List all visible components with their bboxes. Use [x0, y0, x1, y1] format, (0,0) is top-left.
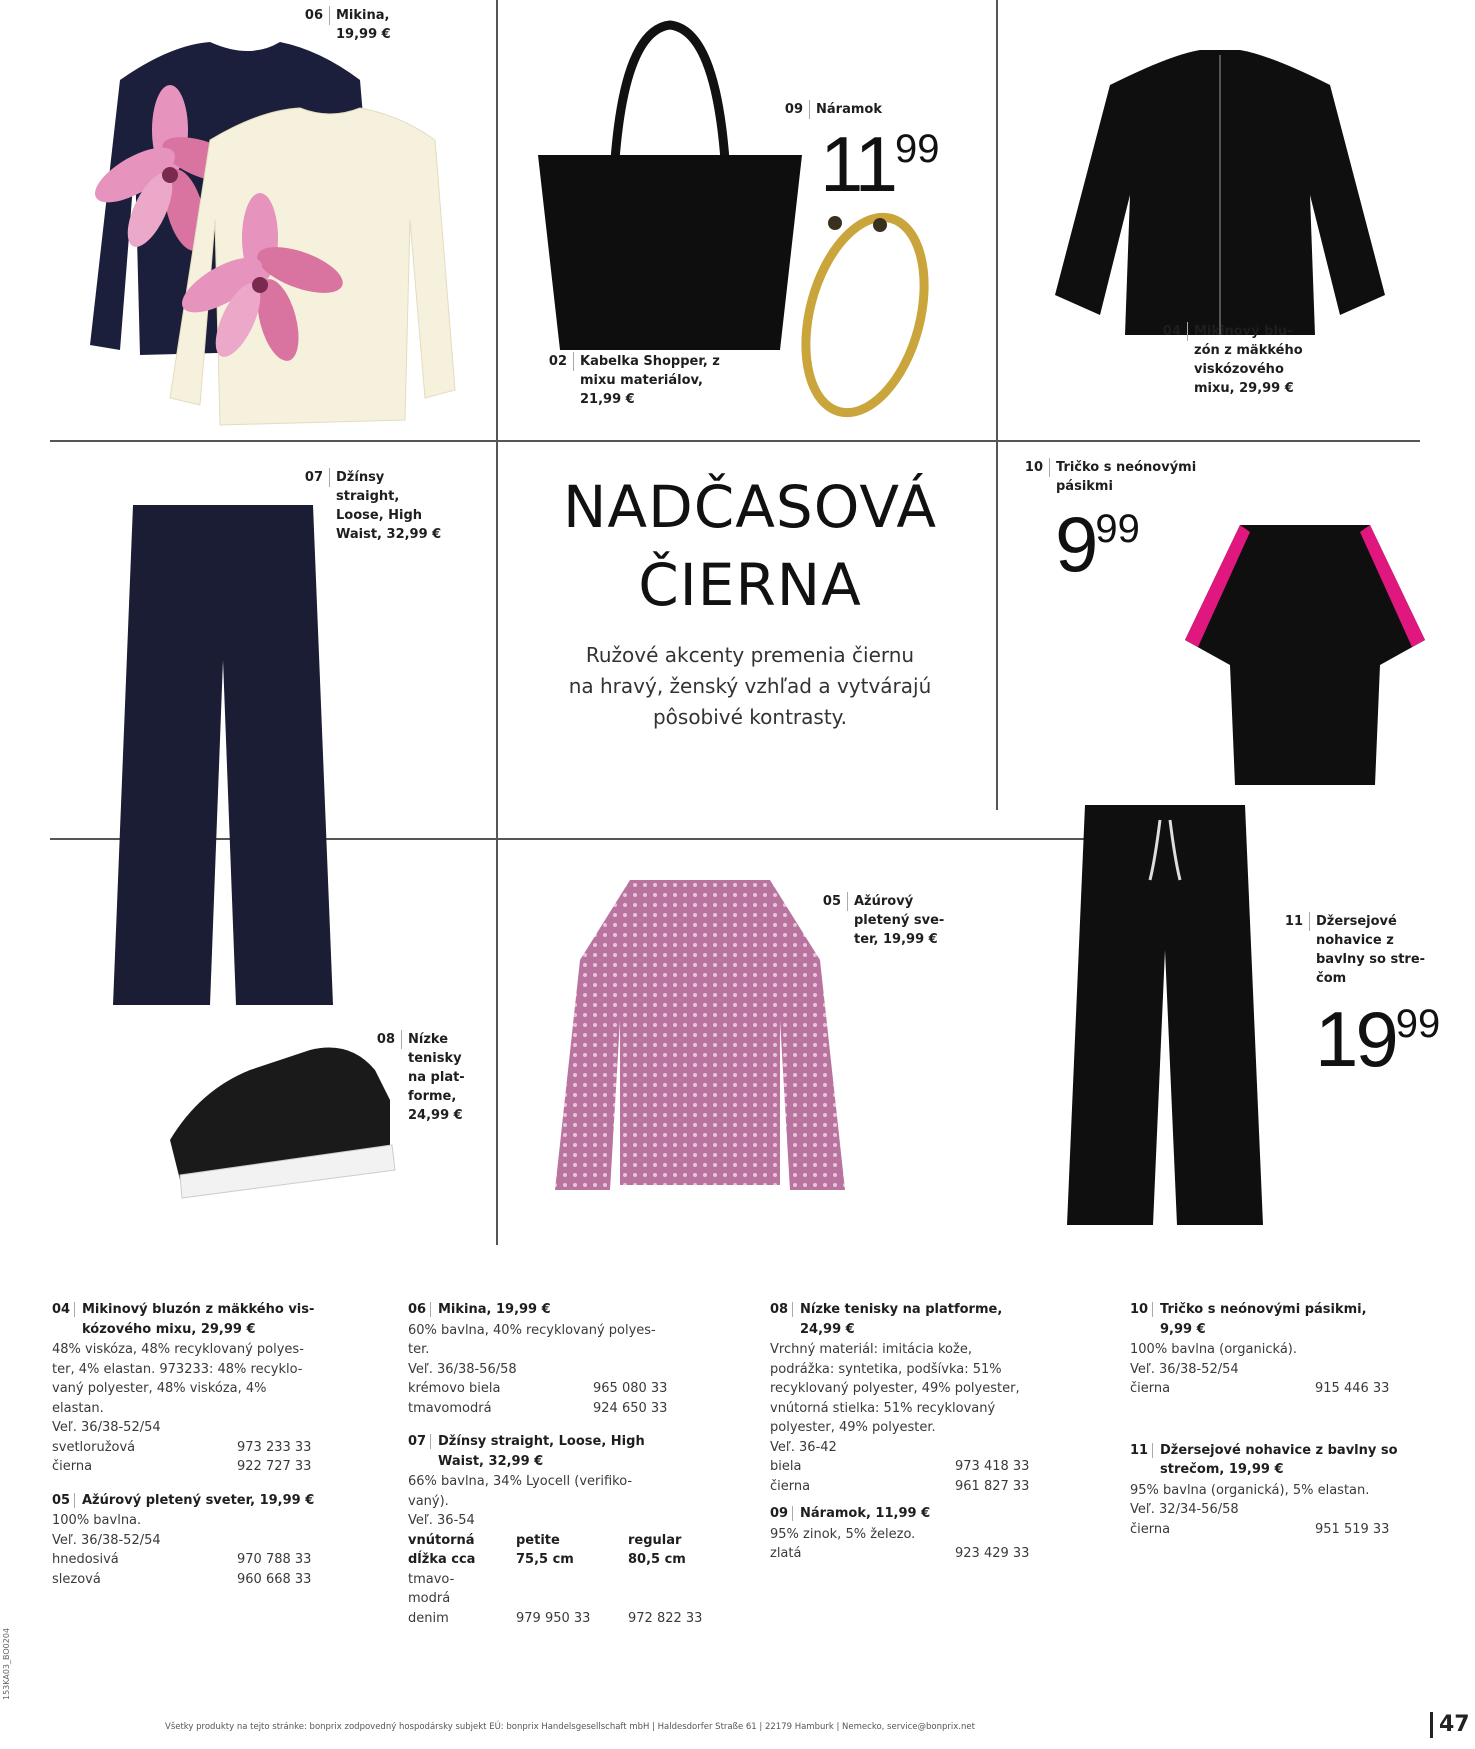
- product-composition: 48% viskóza, 48% recyklovaný polyes- ter, 4% elastan. 973233: 48% recyklo- vaný polyester, 48% viskóza, 4% elastan.: [52, 1342, 304, 1416]
- variant-row: hnedosivá 970 788 33: [52, 1552, 312, 1567]
- grid-divider-horizontal-top: [50, 440, 1420, 442]
- variant-row: krémovo biela 965 080 33: [408, 1381, 668, 1396]
- product-detail-10: 10 Tričko s neónovými pásikmi, 9,99 € 100% bavlna (organická). Veľ. 36/38-52/54 čierna 915 446 33 11 Džersejové nohavice z bavlny so strečom, 19,99 € 95% bavlna (organická), 5% elastan. Veľ. 32/34-56/58 čierna 951 519 33: [1130, 1300, 1460, 1539]
- variant-row: zlatá 923 429 33: [770, 1546, 1030, 1561]
- image-label-11: 11 Džersejové nohavice z bavlny so stre- čom: [1270, 912, 1425, 988]
- variant-row: čierna 922 727 33: [52, 1459, 312, 1474]
- product-detail-06: 06 Mikina, 19,99 € 60% bavlna, 40% recyklovaný polyes- ter. Veľ. 36/38-56/58 krémovo biela 965 080 33 tmavomodrá 924 650 33 07 Džínsy straight, Loose, High Waist, 32,99 € 66% bavlna, 34% Lyocell (verifiko- vaný). Veľ. 36-54 vnútorná dĺžka cca petite 75,5 cm regular 80,5 cm tmavo- modrá denim 979 950 33 972 822 33: [408, 1300, 728, 1628]
- product-image-cardigan[interactable]: [550, 870, 850, 1200]
- price-10: 999: [1055, 500, 1140, 588]
- price-09: 1199: [820, 120, 940, 208]
- image-label-07: 07 Džínsy straight, Loose, High Waist, 32,99 €: [290, 468, 441, 544]
- image-label-05: 05 Ažúrový pletený sve- ter, 19,99 €: [808, 892, 944, 949]
- inseam-length-table: vnútorná dĺžka cca petite 75,5 cm regular 80,5 cm tmavo- modrá denim 979 950 33 972 822 33: [408, 1532, 703, 1626]
- variant-row: čierna 961 827 33: [770, 1478, 1030, 1494]
- product-detail-04: 04 Mikinový bluzón z mäkkého vis- kózového mixu, 29,99 € 48% viskóza, 48% recyklovaný polyes- ter, 4% elastan. 973233: 48% recyklo- vaný polyester, 48% viskóza, 4% elastan. Veľ. 36/38-52/54 svetloružová 973 233 33 čierna 922 727 33 05 Ažúrový pletený sveter, 19,99 € 100% bavlna. Veľ. 36/38-52/54 hnedosivá 970 788 33 slezová 960 668 33: [52, 1300, 372, 1589]
- page-subtitle: Ružové akcenty premenia čiernu na hravý, ženský vzhľad a vytvárajú pôsobivé kontrasty.: [568, 643, 932, 729]
- product-image-jeans[interactable]: [108, 500, 338, 1010]
- page-headline: NADČASOVÁ ČIERNA: [563, 473, 937, 619]
- product-image-shopper-bag[interactable]: [530, 20, 810, 360]
- variant-row: čierna 951 519 33: [1130, 1521, 1390, 1537]
- product-detail-07: 07 Džínsy straight, Loose, High Waist, 32,99 € 66% bavlna, 34% Lyocell (verifiko- vaný). Veľ. 36-54 vnútorná dĺžka cca petite 75,5 cm regular 80,5 cm tmavo- modrá denim 979 950 33 972 822 33: [408, 1432, 728, 1628]
- side-code: 153KA03_BO0204: [2, 1627, 11, 1700]
- product-detail-09: 09 Náramok, 11,99 € 95% zinok, 5% železo. zlatá 923 429 33: [770, 1504, 1090, 1564]
- product-detail-11: 11 Džersejové nohavice z bavlny so strečom, 19,99 € 95% bavlna (organická), 5% elastan. Veľ. 32/34-56/58 čierna 951 519 33: [1130, 1441, 1460, 1540]
- image-label-06: 06 Mikina, 19,99 €: [290, 6, 391, 44]
- variant-row: svetloružová 973 233 33: [52, 1439, 312, 1455]
- product-image-tshirt[interactable]: [1180, 520, 1430, 790]
- product-detail-08: 08 Nízke tenisky na platforme, 24,99 € Vrchný materiál: imitácia kože, podrážka: syntetika, podšívka: 51% recyklovaný polyester, 49% polyester, vnútorná stielka: 51% recyklovaný polyester, 49% polyester. Veľ. 36-42 biela 973 418 33 čierna 961 827 33 09 Náramok, 11,99 € 95% zinok, 5% železo. zlatá 923 429 33: [770, 1300, 1090, 1564]
- grid-divider-vertical-right: [996, 0, 998, 810]
- grid-divider-vertical-left: [496, 0, 498, 1245]
- product-image-sweatshirts[interactable]: [80, 20, 460, 430]
- product-image-bracelet[interactable]: [790, 205, 940, 425]
- variant-row: tmavomodrá 924 650 33: [408, 1400, 668, 1416]
- variant-row: slezová 960 668 33: [52, 1571, 312, 1587]
- product-image-jersey-trousers[interactable]: [1065, 800, 1265, 1230]
- image-label-04: 04 Mikinový blu- zón z mäkkého viskózového mixu, 29,99 €: [1148, 322, 1303, 398]
- product-size: Veľ. 36/38-52/54: [52, 1420, 161, 1435]
- image-label-08: 08 Nízke tenisky na plat- forme, 24,99 €: [362, 1030, 465, 1125]
- variant-row: čierna 915 446 33: [1130, 1381, 1390, 1396]
- price-11: 1999: [1315, 995, 1441, 1083]
- variant-row: biela 973 418 33: [770, 1459, 1030, 1474]
- page-number: 47: [1430, 1712, 1470, 1738]
- image-label-10: 10 Tričko s neónovými pásikmi: [1010, 458, 1196, 496]
- legal-footer: Všetky produkty na tejto stránke: bonprix zodpovedný hospodársky subjekt EÚ: bonprix Handelsgesellschaft mbH | Haldesdorfer Straße 61 | 22179 Hamburk | Nemecko, service@bonprix.net: [165, 1722, 975, 1732]
- product-detail-05: 05 Ažúrový pletený sveter, 19,99 € 100% bavlna. Veľ. 36/38-52/54 hnedosivá 970 788 33 slezová 960 668 33: [52, 1491, 372, 1590]
- image-label-09: 09 Náramok: [770, 100, 882, 119]
- image-label-02: 02 Kabelka Shopper, z mixu materiálov, 21,99 €: [534, 352, 720, 409]
